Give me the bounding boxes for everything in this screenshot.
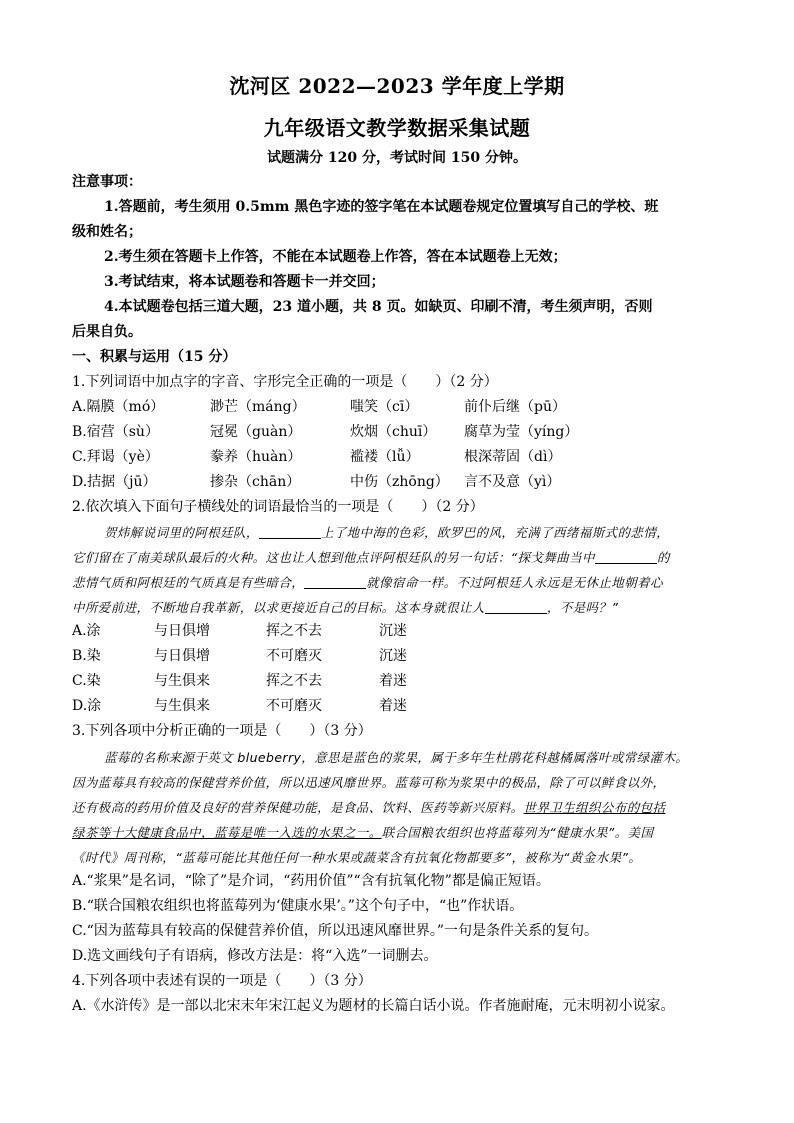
option-cell: 挥之不去	[266, 673, 322, 689]
exam-subtitle: 九年级语文教学数据采集试题	[263, 116, 531, 140]
question-2-passage-line: 贺炜解说词里的阿根廷队， 上了地中海的色彩，欧罗巴的风，充满了西绪福斯式的悲情，	[104, 525, 670, 540]
option-cell: A.涂	[72, 623, 101, 639]
option-cell: 与日俱增	[154, 623, 210, 639]
option-cell: 不可磨灭	[266, 698, 322, 714]
option-cell: 豢养（huàn）	[210, 449, 302, 465]
option-cell: D.涂	[72, 698, 102, 714]
question-2-passage-line: 中所爱前进，不断地自我革新，以求更接近自己的目标。这本身就很让人 ，不是吗？”	[72, 600, 619, 615]
option-cell: 挥之不去	[266, 623, 322, 639]
option-cell: B.染	[72, 648, 101, 664]
option-cell: 不可磨灭	[266, 648, 322, 664]
question-3-option-a: A.“浆果”是名词，“除了”是介词，“药用价值”“含有抗氧化物”都是偏正短语。	[72, 873, 550, 889]
option-cell: 沉迷	[379, 623, 407, 639]
notice-item-4-cont: 后果自负。	[72, 324, 142, 340]
notice-item-1: 1.答题前，考生须用 0.5mm 黑色字迹的签字笔在本试题卷规定位置填写自己的学校、班	[104, 199, 659, 215]
option-cell: A.隔膜（mó）	[72, 399, 165, 415]
option-cell: 褴褛（lǚ）	[350, 449, 420, 465]
option-cell: 渺芒（máng）	[210, 399, 306, 415]
question-2-passage-line: 它们留在了南美球队最后的火种。这也让人想到他点评阿根廷队的另一句话：“探戈舞曲当中 的	[72, 550, 670, 565]
option-cell: 中伤（zhōng）	[350, 474, 449, 490]
question-3-option-c: C.“因为蓝莓具有较高的保健营养价值，所以迅速风靡世界。”一句是条件关系的复句。	[72, 923, 598, 939]
fill-blank	[259, 524, 321, 539]
option-cell: 沉迷	[379, 648, 407, 664]
notice-item-4: 4.本试题卷包括三道大题，23 道小题，共 8 页。如缺页、印刷不清，考生须声明，否则	[104, 299, 653, 315]
fill-blank	[304, 574, 366, 589]
option-cell: 言不及意（yì）	[464, 474, 561, 490]
fill-blank	[485, 599, 547, 614]
option-cell: D.拮据（jū）	[72, 474, 157, 490]
option-cell: 腐草为莹（yíng）	[464, 424, 579, 440]
question-4-stem: 4.下列各项中表述有误的一项是（ ）（3 分）	[72, 973, 372, 989]
underlined-sentence: 世界卫生组织公布的包括	[523, 800, 666, 815]
question-1-stem: 1.下列词语中加点字的字音、字形完全正确的一项是（ ）（2 分）	[72, 374, 498, 390]
option-cell: 根深蒂固（dì）	[464, 449, 562, 465]
question-3-passage-line: 还有极高的药用价值及良好的营养保健功能，是食品、饮料、医药等新兴原料。世界卫生组织公布的包括	[72, 800, 666, 815]
option-cell: 炊烟（chuī）	[350, 424, 437, 440]
option-cell: C.染	[72, 673, 101, 689]
notice-item-3: 3.考试结束，将本试题卷和答题卡一并交回；	[104, 274, 385, 290]
question-4-option-a: A.《水浒传》是一部以北宋末年宋江起义为题材的长篇白话小说。作者施耐庵，元末明初小说家。	[72, 998, 675, 1014]
option-cell: 掺杂（chān）	[210, 474, 301, 490]
question-2-passage-line: 悲情气质和阿根廷的气质真是有些暗合， 就像宿命一样。不过阿根廷人永远是无休止地朝着心	[72, 575, 663, 590]
section-heading: 一、积累与运用（15 分）	[72, 349, 237, 365]
question-3-option-d: D.选文画线句子有语病，修改方法是：将“入选”一词删去。	[72, 948, 438, 964]
option-cell: 前仆后继（pū）	[464, 399, 566, 415]
option-cell: 与生俱来	[154, 698, 210, 714]
option-cell: B.宿营（sù）	[72, 424, 159, 440]
option-cell: 嗤笑（cī）	[350, 399, 419, 415]
fill-blank	[595, 549, 657, 564]
question-3-passage-line: 蓝莓的名称来源于英文 blueberry，意思是蓝色的浆果，属于多年生杜鹃花科越橘属落叶或常绿灌木。	[104, 750, 689, 765]
question-3-passage-line: 绿茶等十大健康食品中，蓝莓是唯一入选的水果之一。联合国粮农组织也将蓝莓列为“健康水果”。美国	[72, 825, 654, 840]
notice-item-1-cont: 级和姓名；	[72, 224, 142, 240]
option-cell: 着迷	[379, 698, 407, 714]
option-cell: 与日俱增	[154, 648, 210, 664]
question-3-stem: 3.下列各项中分析正确的一项是（ ）（3 分）	[72, 723, 372, 739]
option-cell: 冠冕（guàn）	[210, 424, 302, 440]
notice-item-2: 2.考生须在答题卡上作答，不能在本试题卷上作答，答在本试题卷上无效；	[104, 249, 567, 265]
underlined-sentence: 绿茶等十大健康食品中，蓝莓是唯一入选的水果之一。	[72, 825, 382, 840]
exam-info: 试题满分 120 分，考试时间 150 分钟。	[267, 150, 527, 166]
question-2-stem: 2.依次填入下面句子横线处的词语最恰当的一项是（ ）（2 分）	[72, 499, 484, 515]
question-3-passage-line: 因为蓝莓具有较高的保健营养价值，所以迅速风靡世界。蓝莓可称为浆果中的极品，除了可以鲜食以外，	[72, 775, 666, 790]
question-3-passage-line: 《时代》周刊称，“蓝莓可能比其他任何一种水果或蔬菜含有抗氧化物都要多”，被称为“黄金水果”。	[72, 850, 642, 865]
exam-title: 沈河区 2022—2023 学年度上学期	[229, 74, 565, 98]
option-cell: 着迷	[379, 673, 407, 689]
notice-heading: 注意事项：	[72, 174, 142, 190]
option-cell: 与生俱来	[154, 673, 210, 689]
option-cell: C.拜谒（yè）	[72, 449, 159, 465]
question-3-option-b: B.“联合国粮农组织也将蓝莓列为‘健康水果’。”这个句子中，“也”作状语。	[72, 898, 524, 914]
